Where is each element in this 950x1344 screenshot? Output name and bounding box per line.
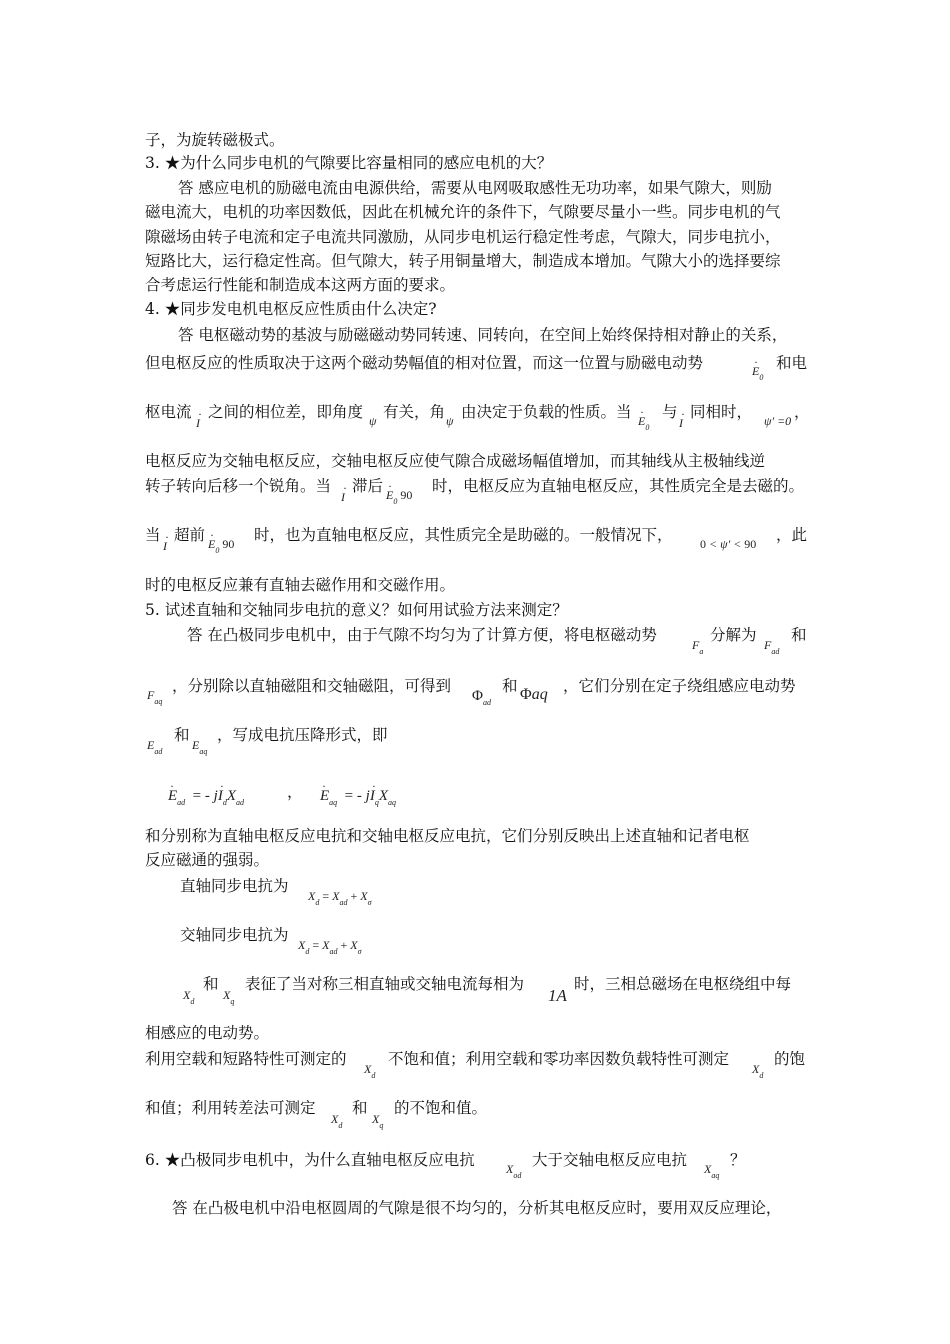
formula-xq: $X_d = X_{ad} + X_\sigma$ <box>298 938 362 956</box>
formula-psi: ψ <box>446 414 454 428</box>
formula-e0-90: · $E_0$ 90 <box>208 537 234 555</box>
formula-eaq: $E_{aq}$ <box>192 738 208 756</box>
formula-faq: $F_{aq}$ <box>147 688 163 706</box>
formula-fad: $F_{ad}$ <box>764 638 780 656</box>
formula-xd: $X_d$ <box>331 1112 343 1130</box>
para-line: 当 <box>145 526 161 544</box>
para-line: 反应磁通的强弱。 <box>145 851 270 869</box>
formula-e0-90: · $E_0$ 90 <box>386 488 412 506</box>
formula-fa: $F_a$ <box>692 638 704 656</box>
formula-phi-aq: Φaq <box>520 686 548 703</box>
equation-ead: · $E_{ad}$ = - $j\cdot I_dX_{ad}$ <box>168 788 244 807</box>
question-3-heading: 3. ★为什么同步电机的气隙要比容量相同的感应电机的大？ <box>145 154 553 172</box>
para-line: 合考虑运行性能和制造成本这两方面的要求。 <box>145 276 456 294</box>
formula-xq: $X_q$ <box>372 1112 384 1130</box>
formula-xd: $X_d = X_{ad} + X_\sigma$ <box>308 889 372 907</box>
formula-xod: $X_{od}$ <box>506 1162 522 1180</box>
para-line: 子，为旋转磁极式。 <box>145 131 285 149</box>
formula-1a: 1A <box>548 986 567 1005</box>
para-line: 答 在凸极电机中沿电枢圆周的气隙是很不均匀的，分析其电枢反应时，要用双反应理论， <box>172 1199 782 1217</box>
formula-psi: ψ <box>369 414 377 428</box>
para-line: 枢电流 <box>145 403 192 421</box>
formula-xd: $X_d$ <box>752 1062 764 1080</box>
para-line: 短路比大，运行稳定性高。但气隙大，转子用铜量增大，制造成本增加。气隙大小的选择要综 <box>145 252 781 270</box>
formula-e0: · $E_0$ <box>752 364 763 382</box>
formula-xd: $X_d$ <box>183 988 195 1006</box>
equation-eaq: · $E_{aq}$ = - $j\cdot I_qX_{aq}$ <box>320 788 396 807</box>
para-line: 时的电枢反应兼有直轴去磁作用和交磁作用。 <box>145 576 456 594</box>
formula-phi-ad: $\Phi_{ad}$ <box>472 688 491 707</box>
para-line: 答 感应电机的励磁电流由电源供给，需要从电网吸取感性无功功率，如果气隙大，则励 <box>178 179 772 197</box>
formula-xaq: $X_{aq}$ <box>704 1162 720 1180</box>
question-6-heading: 6. ★凸极同步电机中，为什么直轴电枢反应电抗 <box>145 1151 475 1169</box>
para-line: 和分别称为直轴电枢反应电抗和交轴电枢反应电抗，它们分别反映出上述直轴和记者电枢 <box>145 827 750 845</box>
para-line: 隙磁场由转子电流和定子电流共同激励，从同步电机运行稳定性考虑，气隙大，同步电抗小， <box>145 228 781 246</box>
formula-xd: $X_d$ <box>364 1062 376 1080</box>
para-line: 转子转向后移一个锐角。当 <box>145 477 332 495</box>
formula-i: · I <box>163 539 167 554</box>
formula-xq: $X_q$ <box>223 988 235 1006</box>
para-line: 电枢反应为交轴电枢反应，交轴电枢反应使气隙合成磁场幅值增加，而其轴线从主极轴线逆 <box>145 452 766 470</box>
formula-i: · I <box>196 416 200 431</box>
para-line: 利用空载和短路特性可测定的 <box>145 1050 347 1068</box>
para-line: 答 在凸极同步电机中，由于气隙不均匀为了计算方便，将电枢磁动势 <box>187 626 657 644</box>
formula-e0: · $E_0$ <box>638 414 649 432</box>
formula-psi-prime-zero: ψ′ =0 <box>764 414 792 428</box>
question-5-heading: 5. 试述直轴和交轴同步电抗的意义？如何用试验方法来测定？ <box>145 601 568 619</box>
para-line: 相感应的电动势。 <box>145 1024 270 1042</box>
para-line: 答 电枢磁动势的基波与励磁磁动势同转速、同转向，在空间上始终保持相对静止的关系， <box>178 326 788 344</box>
formula-i: · I <box>679 416 683 431</box>
formula-i: · I <box>341 490 345 505</box>
formula-ead: $E_{ad}$ <box>147 738 163 756</box>
para-line: 和值；利用转差法可测定 <box>145 1099 316 1117</box>
document-page: 子，为旋转磁极式。 3. ★为什么同步电机的气隙要比容量相同的感应电机的大？ 答 感应电机的励磁电流由电源供给，需要从电网吸取感性无功功率，如果气隙大，则励 磁电流大，电机的功率因数低，因此在机械允许的条件下，气隙要尽量小一些。同步电机的气 隙磁场由转子电流和定子电流共同激励，从同步电机运行稳定性考虑，气隙大，同步电抗小， 短路比大，运行稳定性高。但气隙大，转子用铜量增大，制造成本增加。气隙大小的选择要综 合考虑运行性能和制造成本这两方面的要求。 4. ★同步发电机电枢反应性质由什么决定? 答 电枢磁动势的基波与励磁磁动势同转速、同转向，在空间上始终保持相对静止的关系， 但电枢反应的性质取决于这两个磁动势幅值的相对位置，而这一位置与励磁电动势 · $E_0$ 和电 枢电流 · I 之间的相位差，即角度 ψ 有关，角 ψ 由决定于负载的性质。当 · $E_0$ 与 · I 同相时， ψ′ =0 ， 电枢反应为交轴电枢反应，交轴电枢反应使气隙合成磁场幅值增加，而其轴线从主极轴线逆 转子转向后移一个锐角。当 · I 滞后 · $E_0$ 90 时，电枢反应为直轴电枢反应，其性质完全是去磁的。 当 · I 超前 · $E_0$ 90 时，也为直轴电枢反应，其性质完全是助磁的。一般情况下， 0 < ψ′ < 90 ，此 时的电枢反应兼有直轴去磁作用和交磁作用。 5. 试述直轴和交轴同步电抗的意义？如何用试验方法来测定？ 答 在凸极同步电机中，由于气隙不均匀为了计算方便，将电枢磁动势 $F_a$ 分解为 $F_{ad}$ 和 $F_{aq}$ ，分别除以直轴磁阻和交轴磁阻，可得到 $\Phi_{ad}$ 和 Φaq ，它们分别在定子绕组感应电动势 $E_{ad}$ 和 $E_{aq}$ ，写成电抗压降形式，即 · $E_{ad}$ = - $j\cdot I_dX_{ad}$ ， · $E_{aq}$ = - $j\cdot I_qX_{aq}$ 和分别称为直轴电枢反应电抗和交轴电枢反应电抗，它们分别反映出上述直轴和记者电枢 反应磁通的强弱。 直轴同步电抗为 $X_d = X_{ad} + X_\sigma$ 交轴同步电抗为 $X_d = X_{ad} + X_\sigma$ $X_d$ 和 $X_q$ 表征了当对称三相直轴或交轴电流每相为 1A 时，三相总磁场在电枢绕组中每 相感应的电动势。 利用空载和短路特性可测定的 $X_d$ 不饱和值；利用空载和零功率因数负载特性可测定 $X_d$ 的饱 和值；利用转差法可测定 $X_d$ 和 $X_q$ 的不饱和值。 6. ★凸极同步电机中，为什么直轴电枢反应电抗 $X_{od}$ 大于交轴电枢反应电抗 $X_{aq}$ ？ 答 在凸极电机中沿电枢圆周的气隙是很不均匀的，分析其电枢反应时，要用双反应理论， <box>0 0 950 1344</box>
question-4-heading: 4. ★同步发电机电枢反应性质由什么决定? <box>145 300 437 318</box>
formula-psi-range: 0 < ψ′ < 90 <box>700 537 757 551</box>
para-line: 但电枢反应的性质取决于这两个磁动势幅值的相对位置，而这一位置与励磁电动势 <box>145 354 704 372</box>
para-line: 磁电流大，电机的功率因数低，因此在机械允许的条件下，气隙要尽量小一些。同步电机的气 <box>145 203 781 221</box>
